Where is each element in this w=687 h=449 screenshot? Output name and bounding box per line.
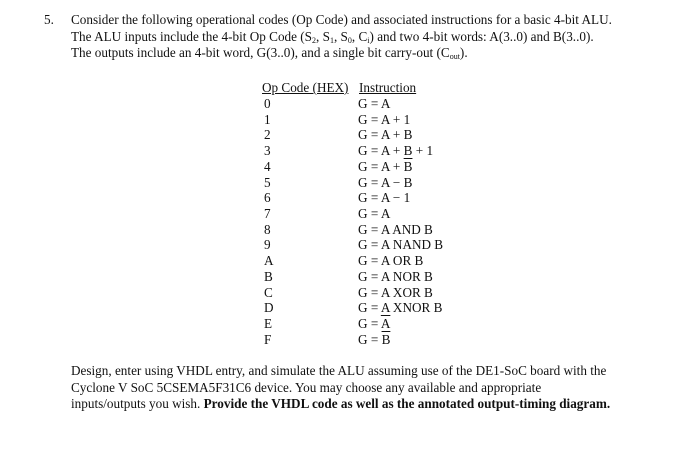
closing-line-3-plain: inputs/outputs you wish. <box>71 396 201 411</box>
header-opcode: Op Code (HEX) <box>262 80 349 95</box>
closing-line-3-bold: Provide the VHDL code as well as the annotated output-timing diagram. <box>203 396 611 411</box>
complemented-operand: $\overline{B}$ <box>381 331 391 347</box>
complemented-operand: $\overline{B}$ <box>403 158 413 174</box>
instruction-text: G = A + B + 1 <box>358 143 434 159</box>
instruction-cell <box>358 285 433 301</box>
opcode-cell: 4 <box>264 158 271 174</box>
closing-line-2: Cyclone V SoC 5CSEMA5F31C6 device. You may choose any available and appropriate <box>71 379 542 395</box>
instruction-text: G = A XOR B <box>358 284 433 300</box>
instruction-cell <box>358 143 433 159</box>
opcode-cell: 9 <box>264 237 271 253</box>
closing-paragraph <box>71 363 671 413</box>
opcode-cell: E <box>264 316 273 332</box>
instruction-cell <box>358 159 412 175</box>
complemented-operand: $\overline{A}$ <box>380 316 391 332</box>
instruction-cell <box>358 112 410 128</box>
instruction-text: G = A + B <box>358 127 413 143</box>
opcode-cell: 8 <box>264 221 271 237</box>
opcode-cell: A <box>264 253 274 269</box>
intro-line-1: Consider the following operational codes (Op Code) and associated instructions for a basic 4-bit ALU. <box>71 12 612 27</box>
instruction-text: G = A − B <box>358 174 413 190</box>
closing-line-1: Design, enter using VHDL entry, and simulate the ALU assuming use of the DE1-SoC board with the <box>71 363 607 378</box>
instruction-cell <box>358 237 443 253</box>
intro-line-2-part-a: The ALU inputs include the 4-bit Op Code (S <box>71 28 313 44</box>
instruction-text: G = A NOR B <box>358 268 433 284</box>
subscript-s1: 1 <box>329 35 334 45</box>
intro-line-2-part-c: , S <box>333 28 348 44</box>
instruction-text: G = A NAND B <box>358 237 444 253</box>
opcode-cell: 3 <box>264 143 271 159</box>
opcode-cell: C <box>264 284 273 300</box>
instruction-cell <box>358 222 433 238</box>
opcode-cell: 5 <box>264 174 271 190</box>
instruction-text: G = <box>358 331 382 347</box>
opcode-cell: F <box>264 331 272 347</box>
instruction-cell <box>358 175 412 191</box>
opcode-cell: D <box>264 300 274 316</box>
opcode-cell: 6 <box>264 190 271 206</box>
instruction-cell <box>358 316 390 332</box>
instruction-cell <box>358 300 442 316</box>
intro-line-3-part-b: ). <box>459 45 468 60</box>
instruction-cell <box>358 253 423 269</box>
header-instruction: Instruction <box>359 80 417 95</box>
subscript-s2: 2 <box>312 35 317 45</box>
intro-line-2-part-d: , C <box>351 28 368 44</box>
opcode-cell: B <box>264 268 273 284</box>
instruction-text: G = A OR B <box>358 253 424 269</box>
instruction-text: G = A − 1 <box>358 190 411 206</box>
problem-intro <box>71 12 671 62</box>
opcode-cell: 7 <box>264 206 271 222</box>
intro-line-2 <box>71 29 671 46</box>
instruction-text: G = A + <box>358 158 404 174</box>
instruction-text: G = A AND B <box>358 221 433 237</box>
instruction-cell <box>358 269 433 285</box>
closing-line-3 <box>71 396 671 413</box>
intro-line-2-part-b: , S <box>316 28 330 44</box>
instruction-text: G = <box>358 316 381 332</box>
problem-number: 5. <box>44 12 54 27</box>
opcode-cell: 2 <box>264 127 271 143</box>
opcode-cell: 1 <box>264 111 271 127</box>
subscript-ci: i <box>367 35 370 45</box>
instruction-text: G = A <box>358 206 391 222</box>
instruction-text: G = A <box>358 96 391 111</box>
intro-line-3 <box>71 45 671 62</box>
intro-line-2-part-e: ) and two 4-bit words: A(3..0) and B(3..0). <box>369 28 594 44</box>
instruction-cell <box>358 206 390 222</box>
opcode-cell: 0 <box>264 96 271 111</box>
subscript-cout: out <box>449 52 460 61</box>
subscript-s0: 0 <box>347 35 352 45</box>
instruction-cell <box>358 190 410 206</box>
instruction-cell <box>358 127 412 143</box>
instruction-text: G = A XNOR B <box>358 300 443 316</box>
instruction-text: G = A + 1 <box>358 111 411 127</box>
instruction-cell <box>358 96 390 112</box>
instruction-cell <box>358 332 390 348</box>
intro-line-3-part-a: The outputs include an 4-bit word, G(3..0), and a single bit carry-out (C <box>71 45 450 60</box>
